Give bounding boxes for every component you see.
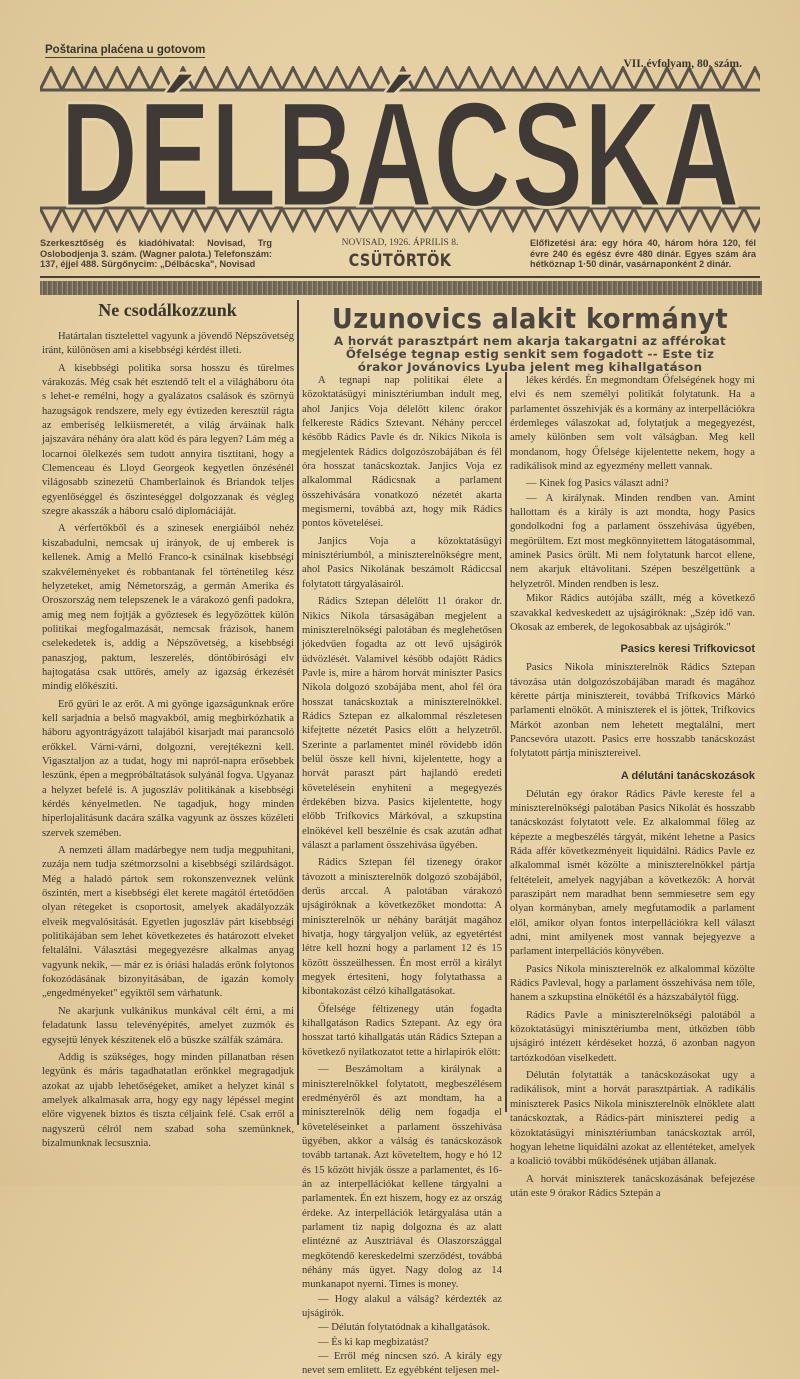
paragraph: Rádics Pavle a miniszterelnökségi palotából a közoktatásügyi minisztériumba ment, útközben több ujságiró intézett kérdéseket hozzá, ő azonban nagyon tartózkodóan viselkedett.	[510, 1009, 755, 1064]
ornament-triangle	[744, 68, 760, 90]
paragraph: Rádics Sztepan fél tizenegy órakor távozott a miniszterelnök dolgozó szobájából, derűs arccal. A palotában várakozó ujságiróknak a következőket mondotta: A miniszterelnök ur néhány barátját magához hivatja, hogy tárgyaljon velük, az egyetértést létre kell hozni hogy a parlament 12 és 15 között összeülhessen. Én most erről a királyt megyek értesiteni, hogy folytathassa a kibontakozást célzó kihallgatásokat.	[302, 857, 502, 998]
paragraph: — Beszámoltam a királynak a miniszterelnökkel folytatott, megbeszélésem eredményéről és azt mondtam, ha a miniszterelnök délig nem fogadja el követeléseinket a parlament összehivása ügyében, akkor a válság és tanácskozások tovább tartanak. Azt követeltem, hogy e hó 12 és 15 között hivják össze a parlamentet, és 16-án az interpellációkat kellene tárgyalni a parlamentek. Én ezt hiszem, hogy ez az ország érdeke. Az interpellációk letárgyalása után a parlament tiz napig dolgozna és az alatt elintézné az Ausztriával és Olaszországgal megkötendő kereskedelmi szerződést, továbbá néhány más ügyet. Nagy dolog az 14 munkanapot nyerni. Times is money.	[302, 1064, 502, 1291]
paragraph: Erő gyüri le az erőt. A mi gyönge igazságunknak erőre kell sarjadnia a belső magvakból, amig megbirkózhatik a háboru agyontrágyázott talajából kisarjadt mai parancsoló erőkkel. Várni-várni, dolgozni, verejtékezni kell. Vigasztaljon az a tudat, hogy mi napról-napra erősebbek leszünk, épen a megpróbáltatások sulyánál fogva. Ugyanaz a helyzet befelé is. A jugoszláv politikának a kisebbségi kérdés kényelmetlen. Ne tagadjuk, hogy minden hiperlojalitásunk dacára szálka vagyunk az összes közéleti szervek szemében.	[42, 698, 294, 839]
subscription-info: Előfizetési ára: egy hóra 40, három hóra 120, fél évre 240 és egész évre 480 dinár. Egyes szám ára hétköznap 1·50 dinár, vasárnaponként 2 dinár.	[530, 238, 756, 269]
section-subhead: Pasics keresi Trifkovicsot	[620, 643, 755, 656]
volume-number: VII. évfolyam, 80. szám.	[623, 58, 742, 70]
subheadline: órakor Jovánovics Lyuba jelent meg kihallgatáson	[357, 360, 703, 374]
article-title: Ne csodálkozzunk	[98, 300, 237, 320]
issue-date-block	[325, 238, 475, 271]
paragraph: A vérfertőkből és a szinesek energiáiból nehéz kiszabadulni, nemcsak uj irányok, de uj emberek is kellenek. Amig a Melló Franco-k csinálnak kisebbségi szakvéleményeket és robbantanak fel történetileg kész helyzeteket, amig Németország, a germán Amerika és Oroszország nem telepszenek le a várakozó genfi padokra, amig meg nem fojtják a győztesek és legyőzöttek külön politikai megfogalmazását, nemcsak frázisok, hanem cselekedetek is, addig a Népszövetség, a kisebbségi panaszjog, paktum, leszerelés, döntőbirósági elv hajtogatása csak uttörés, amely az igazság érkezését mindig előkésziti.	[42, 523, 294, 693]
paragraph: — És ki kap megbizatást?	[318, 1336, 429, 1348]
paragraph: A horvát miniszterek tanácskozásának befejezése után este 9 órakor Rádics Sztepán a	[510, 1173, 755, 1199]
headline: Uzunovics alakit kormányt	[331, 302, 729, 335]
ornament-triangle	[40, 68, 62, 90]
masthead-logo	[40, 66, 760, 236]
paragraph: Addig is szükséges, hogy minden pillanatban résen legyünk és máris tagadhatatlan erőnkkel megragadjuk azokat az ujabb lehetőségeket, amiket a helyzet kinál s amelyek alkalmasak arra, hogy egy nagy lépéssel megint előre vigyenek biztos és tiszta céljaink felé. Csak erről a nagyszerü célról nem szabad soha szemünknek, bizalmunknak lecsusznia.	[42, 1051, 294, 1149]
subheadline: A horvát parasztpárt nem akarja takargatni az afférokat	[334, 334, 726, 348]
paragraph: Határtalan tisztelettel vagyunk a jövendő Népszövetség iránt, különösen ami a kisebbségi kérdést illeti.	[42, 331, 294, 357]
paragraph: — Kinek fog Pasics választ adni?	[526, 478, 669, 490]
paragraph: Janjics Voja a közoktatásügyi minisztériumból, a miniszterelnökségre ment, ahol Pasics Nikolának beszámolt Rádiccsal folytatott tárgyalásairól.	[302, 535, 502, 590]
paragraph: Őfelsége féltizenegy után fogadta kihallgatáson Radics Sztepant. Az egy óra hosszat tartó kihallgatás után Rádics Sztepan a következő nyilatkozatot tette a hirlapirók előtt:	[302, 1003, 502, 1058]
column-divider	[505, 372, 507, 1112]
paragraph: Ne akarjunk vulkánikus munkával célt érni, a mi feladatunk lassu televényépités, amelyet zuzmók és egysejtü lények készitenek elő a büszke szálfák számára.	[42, 1005, 294, 1046]
article-body-left	[42, 330, 294, 1154]
paragraph: lékes kérdés. Én megmondtam Őfelségének hogy mi elvi és nem személyi politikát folytatunk. Ha a parlamentet összehivják és a kormány az interpellációkra érdemleges válaszokat ad, folytatjuk a megegyezést, amely különben sem volt válságban. Meg kell mondanom, hogy Őfelsége kijelentette nekem, hogy a radikálisok mind az egyezmény mellett vannak.	[510, 375, 755, 473]
paragraph: A kisebbségi politika sorsa hosszu és türelmes várakozás. Még csak hét esztendő telt el a világháboru óta s lehet-e remélni, hogy a gyalázatos csalások és szörnyü hazugságok rendszere, mely egy évtizeden keresztül rágta az emberiség lelkiismeretét, a világ árváinak halk jajszavára néhány óra alatt köd és pára legyen? Lám még a locarnoi ölelkezés sem tudott annyira tisztitani, hogy a Clemenceau és Lloyd Georgeok kegyetlen önzésénél világosabb szinezetü Chamberlainok és Briandok teljes egyenlőséggel és őszinteséggel dolgozzanak és végleg szegre akasszák a háboru csaló diplomáciáját.	[42, 362, 294, 518]
headline-block	[300, 302, 760, 374]
section-subhead: A délutáni tanácskozások	[620, 769, 755, 782]
article-body-middle	[302, 374, 502, 1379]
logo-text: DÉLBÁCSKA	[60, 70, 740, 236]
column-divider	[297, 300, 299, 1125]
paragraph: Rádics Sztepan délelőtt 11 órakor dr. Nikics Nikola társaságában megjelent a miniszterelnökségi palotában és meglehetősen jókedvűen fogadta az ott levő ujságirók üdvözlését. Valamivel később odajött Rádics Pavle is, mire a három horvát miniszter Pasics Nikola dolgozó szobájába ment, ahol fél óra hosszat tanácskoztak a miniszterelnökkel. Rádics Sztepan ez alkalommal részletesen kifejtette nézetét Pasics előtt a helyzetről. Szerinte a parlamentet minél rövidebb időn belül össze kell hivni, kijelentette, hogy a horvát paraszt párt hajlandó eredeti követelésein enyhiteni a megegyezés érdekében bizva. Pasics kijelentette, hogy előbb Trifkovics Márkóval, a szkupstina elnökével kell beszélnie és csak azután adhat választ a parlament összehivása ügyében.	[302, 596, 502, 851]
paragraph: A nemzeti állam madárbegye nem tudja megpuhitani, zuzája nem tudja szétmorzsolni a kisebbségi szilárdságot. Még a haladó pártok sem rokonszenveznek velünk őszintén, mert a kisebbségi élet kerete magától értetődően olyan rétegeket is csoportosit, amelyek akadályozzák elveik megvalósitását. Egyetlen jugoszláv párt kisebbségi politikájában sem lehet következetes és határozott elveket feltalálni. Választási megegyezésre alkalmas anyag vagyunk nekik, — már ez is óriási haladás erőnk folytonos fokozódásának bizonyitásában, de igazán komoly „engedményeket" egyiktől sem várhatunk.	[42, 845, 294, 1000]
divider	[40, 276, 760, 278]
postage-note: Poštarina plaćena u gotovom	[45, 44, 206, 56]
paragraph: — A királynak. Minden rendben van. Amint hallottam és a király is azt mondta, hogy Pasics gondolkodni fog a parlament összehivása ügyében, megörültem. Ezt most megkönnyitettem látogatásommal, aminek Pasics örült. Mi nem folytatunk harcot ellene, nem akarjuk eltávolitani. Szépen beszélgettünk a helyzetről. Minden rendben is lesz.	[510, 492, 755, 590]
paragraph: Délután egy órakor Rádics Pávle kereste fel a miniszterelnökségi palotában Pasics Nikolát és hosszabb tanácskozást folytatott vele. Ez alkalommal főleg az képezte a megbeszélés tárgyát, miként lehetne a Pasics Ráda affér következményeit liquidálni. Rádics Pavle ez alkalommal ismét közölte a miniszterelnökkel pártja feltételeit, amelyek nagyjában a következők: A horvát paraszipárt nem maradhat benn semmiesetre sem egy olyan kormányban, amely megfutamodik a parlament elől, amikor olyan fontos interpellációkra kell választ adni, mint amilyenek most vannak bejegyezve a parlament interpellációs könyvében.	[510, 788, 755, 958]
subheadline: Őfelsége tegnap estig senkit sem fogadott -- Este tiz	[345, 347, 715, 361]
ornament-triangle	[744, 208, 760, 230]
paragraph: — Hogy alakul a válság? kérdezték az ujságirók.	[302, 1293, 502, 1319]
paragraph: — Erről még nincsen szó. A király egy nevet sem emlitett. Ez egyébként teljesen mel-	[302, 1351, 502, 1377]
paragraph: Mikor Rádics autójába szállt, még a következő szavakkal kedveskedett az ujságiróknak: „Szép idő van. Okosak az emberek, de legokosabbak az ujságirók."	[510, 593, 755, 633]
decorative-band	[40, 281, 762, 295]
issue-date: NOVISAD, 1926. ÁPRILIS 8.	[341, 238, 459, 248]
paragraph: A tegnapi nap politikai élete a közoktatásügyi minisztériumban indult meg, ahol Janjics Voja délelőtt kilenc órakor felkereste Rádics Sztevant. Néhány perccel később Rádics Pavle és dr. Nikics Nikola is megjelentek Rádics dolgozószobájában és fél óra hosszat tanácskoztak. Janjics Voja ez alkalommal Rádicsnak a parlament összehivására vonatkozó nézetét akarta megismerni, továbbá azt, hogy mik Rádics pontos követelései.	[302, 375, 502, 530]
paragraph: — Délután folytatódnak a kihallgatások.	[318, 1322, 491, 1334]
paragraph: Pasics Nikola miniszterelnök ez alkalommal közölte Rádics Pavleval, hogy a parlament összehivása nem tőle, hanem a szkupstina elnökétől és a házszabálytól függ.	[510, 963, 755, 1004]
ornament-triangle	[40, 208, 62, 230]
weekday: CSÜTÖRTÖK	[348, 251, 452, 271]
paragraph: Pasics Nikola miniszterelnök Rádics Sztepan távozása után dolgozószobájában maradt és magához kérette pártja minisztereit, továbbá Trifkovics Márkó parlamenti elnököt. A miniszterek el is jöttek, Trifkovics Márkót azonban nem lehetett megtalálni, mert Pancsevóra utazott. Pasics erre hosszabb tanácskozást folytatott pártja minisztereivel.	[510, 662, 755, 760]
editorial-info: Szerkesztőség és kiadóhivatal: Novisad, Trg Oslobodjenja 3. szám. (Wagner palota.) Telefonszám: 137, éjjel 488. Sürgőnycim: „Délbácska", Novisad	[40, 238, 272, 269]
paragraph: Délután folytatták a tanácskozásokat ugy a radikálisok, mint a horvát parasztpártiak. A radikális miniszterek Pasics Nikola miniszterelnök elnöklete alatt tanácskoztak, a Rádics-párt miniszterei pedig a közoktatásügyi minisztériumban tanácskoztak arról, hogyan lehetne liquidálni azokat az ellentéteket, amelyek a koalició további működésének utjában állanak.	[510, 1070, 755, 1168]
article-body-right	[510, 374, 755, 1204]
